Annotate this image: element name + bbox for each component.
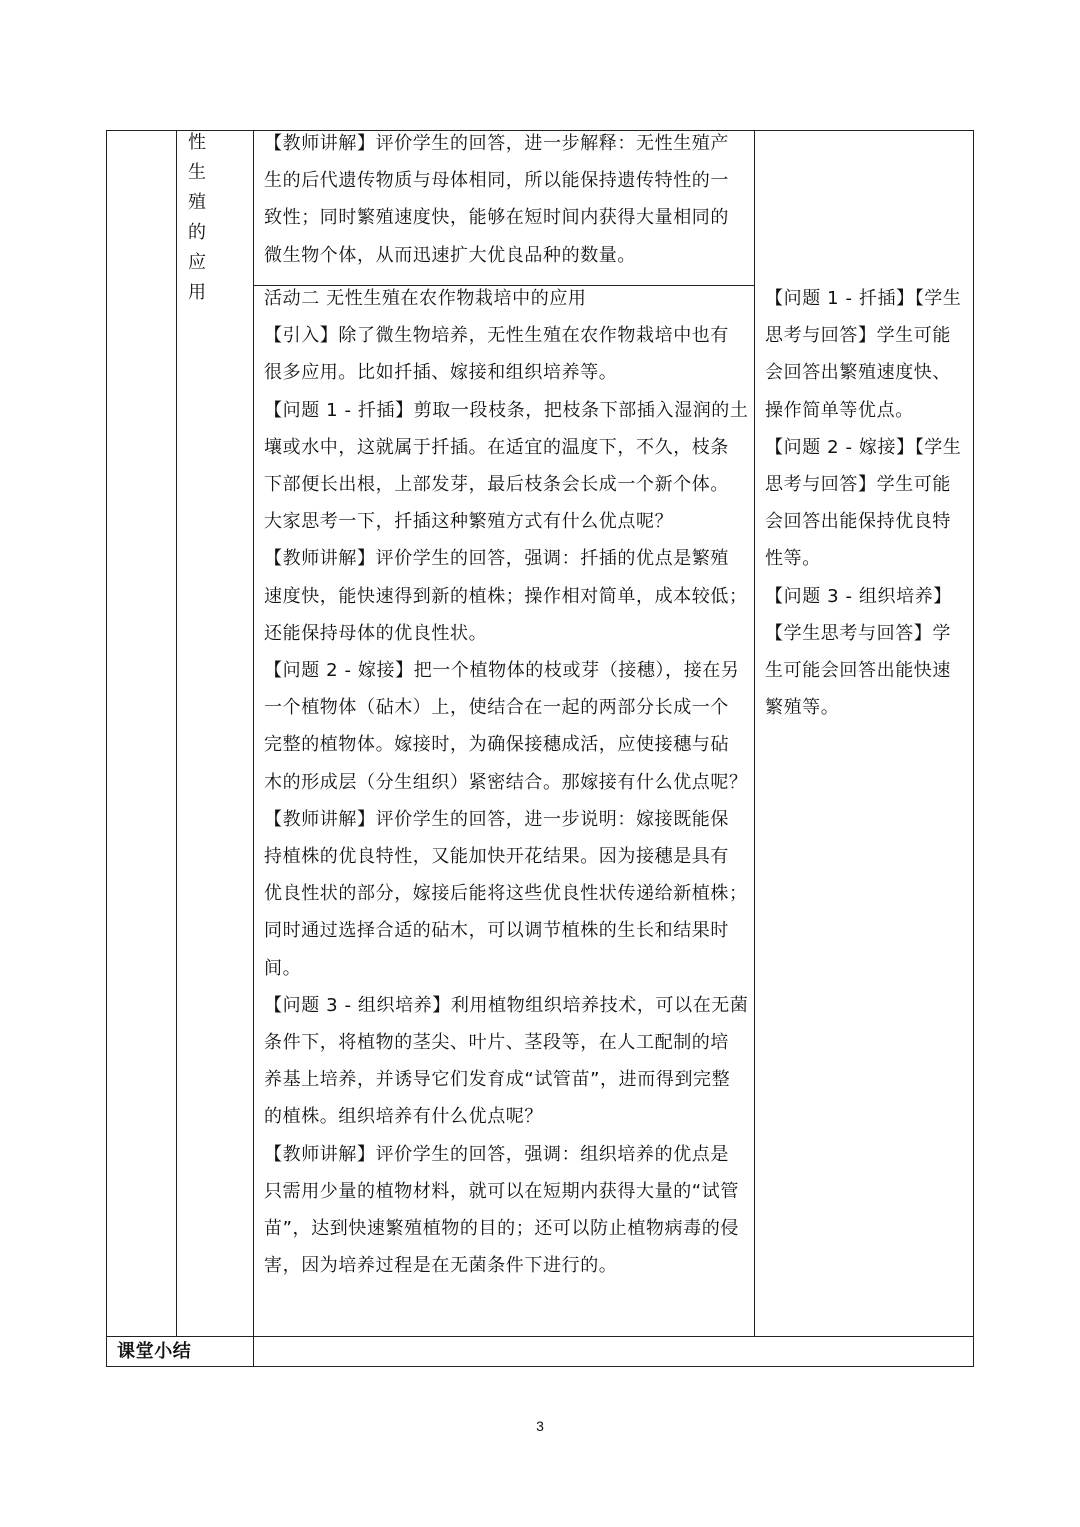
- text-line: 【问题 1 - 扦插】剪取一段枝条，把枝条下部插入湿润的土: [264, 399, 749, 421]
- text-line: 【教师讲解】评价学生的回答，强调：扦插的优点是繁殖: [264, 548, 729, 570]
- text-line: 苗”，达到快速繁殖植物的目的；还可以防止植物病毒的侵: [264, 1218, 739, 1239]
- text-line: 大家思考一下，扦插这种繁殖方式有什么优点呢？: [264, 511, 674, 533]
- text-line: 【教师讲解】评价学生的回答，进一步解释：无性生殖产: [264, 133, 729, 154]
- text-line: 生的后代遗传物质与母体相同，所以能保持遗传特性的一: [264, 170, 729, 192]
- text-line: 间。: [264, 957, 302, 979]
- section-label-char: 性: [188, 132, 206, 153]
- text-line: 【教师讲解】评价学生的回答，进一步说明：嫁接既能保: [264, 808, 729, 830]
- section-label-char: 殖: [188, 192, 206, 213]
- text-line: 微生物个体，从而迅速扩大优良品种的数量。: [264, 244, 636, 266]
- text-line: 【问题 2 - 嫁接】【学生: [765, 436, 962, 458]
- section-label-char: 用: [188, 282, 206, 303]
- text-line: 【问题 1 - 扦插】【学生: [765, 288, 962, 309]
- text-line: 养基上培养，并诱导它们发育成“试管苗”，进而得到完整: [264, 1069, 731, 1091]
- text-line: 会回答出繁殖速度快、: [765, 362, 951, 384]
- text-line: 只需用少量的植物材料，就可以在短期内获得大量的“试管: [264, 1180, 739, 1202]
- table-border-left: [106, 130, 107, 1367]
- text-line: 木的形成层（分生组织）紧密结合。那嫁接有什么优点呢？: [264, 771, 748, 793]
- text-line: 很多应用。比如扦插、嫁接和组织培养等。: [264, 362, 618, 384]
- text-line: 【问题 3 - 组织培养】利用植物组织培养技术，可以在无菌: [264, 994, 749, 1016]
- text-line: 【教师讲解】评价学生的回答，强调：组织培养的优点是: [264, 1143, 729, 1165]
- text-line: 壤或水中，这就属于扦插。在适宜的温度下，不久，枝条: [264, 436, 729, 458]
- text-line: 繁殖等。: [765, 697, 840, 719]
- table-divider-row-summary: [106, 1336, 974, 1337]
- text-line: 完整的植物体。嫁接时，为确保接穗成活，应使接穗与砧: [264, 734, 729, 756]
- text-line: 性等。: [765, 548, 821, 570]
- section-label-char: 生: [188, 162, 206, 183]
- text-line: 【引入】除了微生物培养，无性生殖在农作物栽培中也有: [264, 325, 729, 347]
- summary-label: 课堂小结: [117, 1341, 192, 1362]
- text-line: 速度快，能快速得到新的植株；操作相对简单，成本较低；: [264, 585, 748, 607]
- page-number: 3: [536, 1418, 544, 1434]
- text-line: 活动二 无性生殖在农作物栽培中的应用: [264, 288, 587, 309]
- text-line: 操作简单等优点。: [765, 399, 914, 421]
- text-line: 还能保持母体的优良性状。: [264, 622, 488, 644]
- table-border-right: [973, 130, 974, 1367]
- text-line: 条件下，将植物的茎尖、叶片、茎段等，在人工配制的培: [264, 1032, 729, 1053]
- text-line: 持植株的优良特性，又能加快开花结果。因为接穗是具有: [264, 846, 729, 867]
- text-line: 会回答出能保持优良特: [765, 511, 951, 533]
- text-line: 【问题 2 - 嫁接】把一个植物体的枝或芽（接穗），接在另: [264, 660, 740, 681]
- table-divider-col3: [754, 130, 755, 1336]
- section-label-vertical: [186, 128, 208, 308]
- text-line: 生可能会回答出能快速: [765, 660, 951, 681]
- table-divider-col1: [176, 130, 177, 1336]
- text-line: 优良性状的部分，嫁接后能将这些优良性状传递给新植株；: [264, 883, 748, 905]
- section-label-char: 应: [188, 252, 206, 273]
- table-border-bottom: [106, 1366, 974, 1367]
- text-line: 下部便长出根，上部发芽，最后枝条会长成一个新个体。: [264, 474, 729, 495]
- text-line: 【问题 3 - 组织培养】: [765, 585, 952, 607]
- text-line: 思考与回答】学生可能: [765, 325, 951, 347]
- table-divider-col2: [253, 130, 254, 1367]
- text-line: 同时通过选择合适的砧木，可以调节植株的生长和结果时: [264, 920, 729, 942]
- text-line: 害，因为培养过程是在无菌条件下进行的。: [264, 1255, 618, 1277]
- text-line: 一个植物体（砧木）上，使结合在一起的两部分长成一个: [264, 697, 729, 719]
- text-line: 【学生思考与回答】学: [765, 622, 951, 644]
- text-line: 致性；同时繁殖速度快，能够在短时间内获得大量相同的: [264, 207, 729, 229]
- section-label-char: 的: [188, 222, 206, 243]
- text-line: 思考与回答】学生可能: [765, 474, 951, 495]
- text-line: 的植株。组织培养有什么优点呢？: [264, 1106, 543, 1128]
